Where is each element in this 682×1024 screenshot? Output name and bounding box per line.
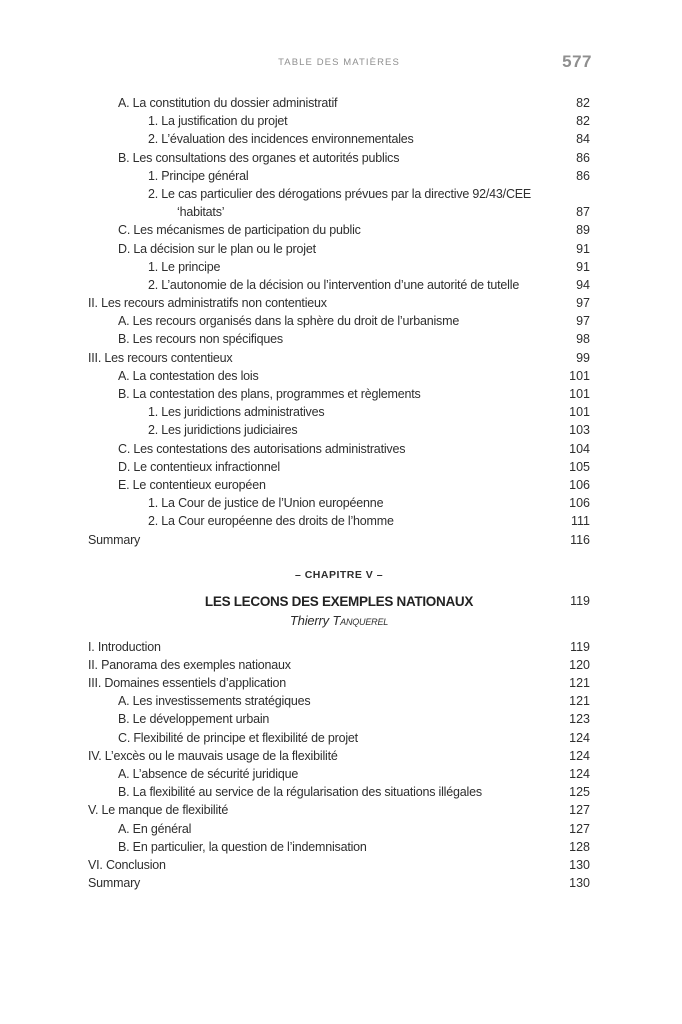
toc-entry-page: 101 xyxy=(569,405,590,420)
toc-entry-page: 124 xyxy=(569,767,590,781)
toc-entry xyxy=(88,221,590,239)
toc-entry xyxy=(88,476,590,494)
toc-entry-text: B. En particulier, la question de l’indemnisation xyxy=(118,839,367,854)
toc-entry xyxy=(88,312,590,330)
toc-entry-text: I. Introduction xyxy=(88,639,161,654)
toc-entry-text: 1. Le principe xyxy=(148,259,221,274)
toc-entry-text: A. Les investissements stratégiques xyxy=(118,694,311,709)
toc-entry xyxy=(88,729,590,747)
toc-entry xyxy=(88,747,590,765)
chapter-title-row xyxy=(88,592,590,611)
toc-entry-page: 89 xyxy=(576,223,590,238)
chapter-author-first-name: Thierry xyxy=(289,612,329,628)
toc-entry-page: 82 xyxy=(576,114,590,129)
toc-entry-text: D. La décision sur le plan ou le projet xyxy=(118,241,316,256)
toc-entry-page: 91 xyxy=(576,259,590,274)
toc-entry-text: 1. La Cour de justice de l’Union européenne xyxy=(148,496,384,511)
toc-entry-text: Summary xyxy=(88,876,141,891)
toc-entry-text: 2. La Cour européenne des droits de l’homme xyxy=(148,514,394,529)
toc-entry xyxy=(88,765,590,783)
toc-entry xyxy=(88,421,590,439)
toc-entry-page: 94 xyxy=(576,277,590,292)
toc-entry-text: A. La contestation des lois xyxy=(118,368,259,383)
toc-entry xyxy=(88,276,590,294)
toc-entry-page: 87 xyxy=(576,205,590,220)
toc-entry xyxy=(88,349,590,367)
toc-entry xyxy=(88,294,590,312)
toc-entry-text: 2. L’autonomie de la décision ou l’intervention d’une autorité de tutelle xyxy=(148,277,520,292)
toc-entry xyxy=(88,440,590,458)
toc-entry xyxy=(88,167,590,185)
toc-entry-text: A. L’absence de sécurité juridique xyxy=(118,767,299,781)
toc-entry-page: 98 xyxy=(576,332,590,347)
toc-entry xyxy=(88,403,590,421)
toc-entry-page: 104 xyxy=(569,441,590,456)
toc-entry xyxy=(88,856,590,874)
toc-entry xyxy=(88,674,590,692)
toc-entry-text: A. La constitution du dossier administratif xyxy=(118,96,338,110)
toc-entry-text: C. Flexibilité de principe et flexibilité de projet xyxy=(118,730,358,745)
toc-entry-text: 1. La justification du projet xyxy=(148,114,288,129)
toc-entry xyxy=(88,656,590,674)
toc-entry-page: 128 xyxy=(569,839,590,854)
toc-entry-page: 116 xyxy=(570,532,590,547)
toc-entry-page: 125 xyxy=(569,785,590,800)
toc-entry xyxy=(88,458,590,476)
toc-entry xyxy=(88,130,590,148)
toc-entry-page: 86 xyxy=(576,168,590,183)
toc-entry xyxy=(88,330,590,348)
toc-entry-text: A. Les recours organisés dans la sphère du droit de l’urbanisme xyxy=(118,314,460,329)
toc-entry xyxy=(88,783,590,801)
toc-entry-page: 101 xyxy=(569,387,590,401)
toc-entry xyxy=(88,874,590,892)
toc-entry xyxy=(88,258,590,276)
toc-entry xyxy=(88,185,590,203)
chapter-heading xyxy=(88,566,590,631)
toc-entry xyxy=(88,367,590,385)
toc-entry-page: 106 xyxy=(569,496,590,511)
toc-entry-text: C. Les contestations des autorisations administratives xyxy=(118,441,406,456)
toc-entry-text: B. Le développement urbain xyxy=(118,712,270,727)
toc-entry xyxy=(88,638,590,656)
toc-entry-text: B. Les consultations des organes et autorités publics xyxy=(118,150,400,165)
toc-entry-page: 84 xyxy=(576,132,590,147)
chapter-label: – CHAPITRE V – xyxy=(294,568,384,581)
toc-entry-text: 2. Les juridictions judiciaires xyxy=(148,423,298,438)
chapter-title: LES LECONS DES EXEMPLES NATIONAUX xyxy=(204,593,474,609)
toc-entry-page: 111 xyxy=(570,514,590,529)
toc-entry-page: 103 xyxy=(569,423,590,438)
toc-entry-text: 2. Le cas particulier des dérogations prévues par la directive 92/43/CEE xyxy=(148,186,532,201)
toc-entry-text: IV. L’excès ou le mauvais usage de la flexibilité xyxy=(88,748,338,763)
toc-entry xyxy=(88,512,590,530)
toc-entry xyxy=(88,838,590,856)
toc-entry-text: C. Les mécanismes de participation du public xyxy=(118,223,361,238)
toc-entry xyxy=(88,240,590,258)
toc-entry-page: 106 xyxy=(569,477,590,492)
toc-entry-page: 130 xyxy=(569,857,590,872)
toc-entry xyxy=(88,385,590,403)
toc-entry-text: 1. Principe général xyxy=(148,168,249,183)
toc-entry-page: 127 xyxy=(569,803,590,818)
toc-entry xyxy=(88,494,590,512)
toc-entry-page: 120 xyxy=(569,657,590,672)
running-header xyxy=(88,48,590,70)
toc-entry-page: 82 xyxy=(576,96,590,110)
chapter-author-last-name: Tanquerel xyxy=(332,612,389,628)
toc-entry-page: 91 xyxy=(576,241,590,256)
toc-entry xyxy=(88,820,590,838)
toc-entry-page: 86 xyxy=(576,150,590,165)
toc-entry-text: V. Le manque de flexibilité xyxy=(88,803,229,818)
toc-entry-text: B. La flexibilité au service de la régularisation des situations illégales xyxy=(118,785,482,800)
toc-entry xyxy=(88,94,590,112)
toc-entry-text: ‘habitats’ xyxy=(177,205,225,220)
toc-entry xyxy=(88,112,590,130)
toc-entry-text: A. En général xyxy=(118,821,192,836)
toc-entry xyxy=(88,801,590,819)
toc-entry-page: 97 xyxy=(576,314,590,329)
folio-page-number: 577 xyxy=(562,52,592,71)
toc-entry xyxy=(88,692,590,710)
toc-entry-text: 2. L’évaluation des incidences environnementales xyxy=(148,132,414,147)
toc-entry-text: III. Domaines essentiels d’application xyxy=(88,676,287,691)
toc-entry-page: 124 xyxy=(569,730,590,745)
toc-entry-text: 1. Les juridictions administratives xyxy=(148,405,325,420)
toc-entry-text: B. Les recours non spécifiques xyxy=(118,332,283,347)
toc-entry xyxy=(88,710,590,728)
toc-entry xyxy=(88,149,590,167)
toc-entry-page: 121 xyxy=(569,694,590,709)
toc-entry-text: B. La contestation des plans, programmes et règlements xyxy=(118,387,421,401)
toc-entry-text: Summary xyxy=(88,532,141,547)
toc-entry-page: 119 xyxy=(570,639,590,654)
toc-entry-page: 97 xyxy=(576,296,590,311)
toc-entry-page: 101 xyxy=(569,368,590,383)
running-header-title: TABLE DES MATIÈRES xyxy=(278,57,400,68)
toc-entry-page: 127 xyxy=(569,821,590,836)
toc-entry-page: 130 xyxy=(569,876,590,891)
toc-entry-text: E. Le contentieux européen xyxy=(118,477,266,492)
toc-entry-page: 99 xyxy=(576,350,590,365)
toc-entry-text: VI. Conclusion xyxy=(88,857,166,872)
toc-entry-page: 123 xyxy=(569,712,590,727)
toc-entry xyxy=(88,203,590,221)
toc-entry-page: 121 xyxy=(569,676,590,691)
toc-entry-page: 105 xyxy=(569,459,590,474)
toc-entry-text: II. Les recours administratifs non contentieux xyxy=(88,296,327,311)
toc-entry-page: 124 xyxy=(569,748,590,763)
chapter-author xyxy=(88,611,590,631)
toc-entry-text: D. Le contentieux infractionnel xyxy=(118,459,280,474)
toc-entry-text: II. Panorama des exemples nationaux xyxy=(88,657,291,672)
chapter-page-number: 119 xyxy=(570,593,590,608)
toc-entry xyxy=(88,531,590,549)
toc-body xyxy=(88,94,590,892)
toc-entry-text: III. Les recours contentieux xyxy=(88,350,233,365)
